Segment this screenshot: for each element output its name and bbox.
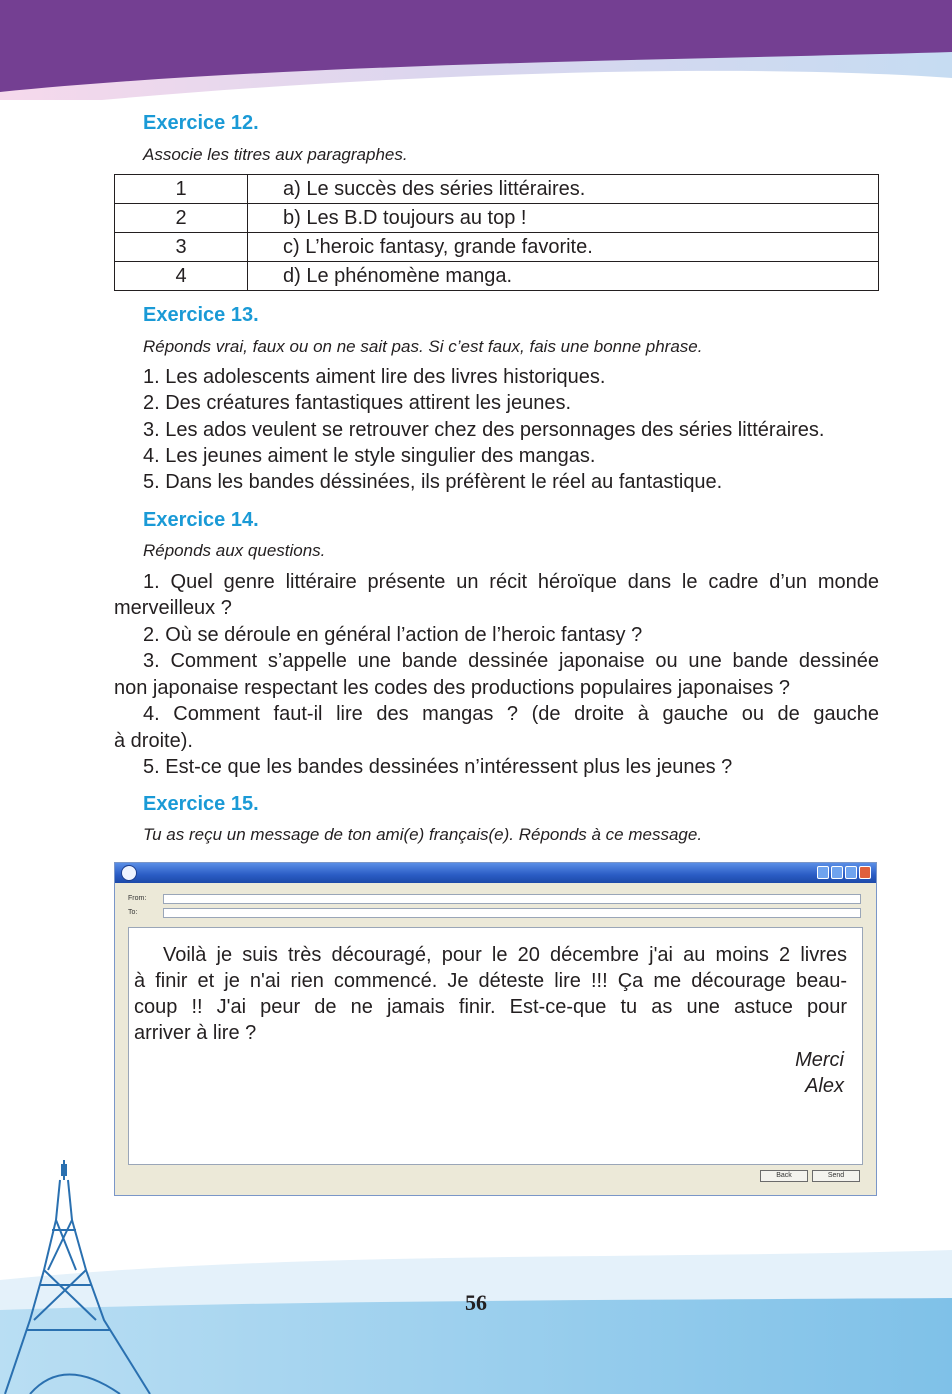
exercise-14-instruction: Réponds aux questions.: [143, 541, 326, 560]
exercise-13-instruction: Réponds vrai, faux ou on ne sait pas. Si c’est faux, fais une bonne phrase.: [143, 337, 703, 356]
from-field[interactable]: [163, 894, 861, 904]
table-row: [115, 262, 879, 291]
title-option: b) Les B.D toujours au top !: [248, 204, 879, 233]
table-row: [115, 233, 879, 262]
mail-app-icon: [121, 865, 137, 881]
table-row: [115, 204, 879, 233]
exercise-12-instruction: Associe les titres aux paragraphes.: [143, 145, 408, 164]
title-option: a) Le succès des séries littéraires.: [248, 175, 879, 204]
statement-item: 3. Les ados veulent se retrouver chez des personnages des séries littéraires.: [143, 419, 825, 441]
email-message-body[interactable]: [128, 927, 863, 1165]
title-matching-table: [114, 174, 879, 291]
statement-item: 5. Dans les bandes déssinées, ils préfèrent le réel au fantastique.: [143, 471, 723, 493]
page-number: 56: [465, 1290, 487, 1315]
to-label: To:: [128, 909, 138, 916]
maximize-icon[interactable]: [845, 866, 857, 879]
table-row: [115, 175, 879, 204]
question-line: 3. Comment s’appelle une bande dessinée japonaise ou une bande dessinée: [143, 650, 879, 672]
question-line: 2. Où se déroule en général l’action de l’heroic fantasy ?: [143, 624, 643, 646]
message-line: Voilà je suis très découragé, pour le 20 décembre j'ai au moins 2 livres: [163, 944, 847, 966]
email-window: [114, 862, 877, 1196]
message-line: arriver à lire ?: [134, 1022, 257, 1044]
paragraph-number: 3: [115, 233, 248, 262]
title-option: d) Le phénomène manga.: [248, 262, 879, 291]
message-line: à finir et je n'ai rien commencé. Je déteste lire !!! Ça me décourage beau-: [134, 970, 847, 992]
exercise-15-title: Exercice 15.: [143, 793, 259, 815]
question-line: 5. Est-ce que les bandes dessinées n’intéressent plus les jeunes ?: [143, 756, 733, 778]
eiffel-tower-icon: [0, 1150, 170, 1394]
title-option: c) L’heroic fantasy, grande favorite.: [248, 233, 879, 262]
email-titlebar: [115, 863, 876, 883]
question-line: merveilleux ?: [114, 597, 232, 619]
message-closing: Merci: [795, 1049, 844, 1071]
send-button[interactable]: Send: [812, 1170, 860, 1182]
exercise-14-title: Exercice 14.: [143, 509, 259, 531]
header-band: [0, 0, 952, 100]
question-line: 1. Quel genre littéraire présente un récit héroïque dans le cadre d’un monde: [143, 571, 879, 593]
paragraph-number: 2: [115, 204, 248, 233]
from-label: From:: [128, 895, 147, 902]
statement-item: 4. Les jeunes aiment le style singulier des mangas.: [143, 445, 596, 467]
to-field[interactable]: [163, 908, 861, 918]
back-button[interactable]: Back: [760, 1170, 808, 1182]
exercise-12-title: Exercice 12.: [143, 112, 259, 134]
message-signature: Alex: [805, 1075, 844, 1097]
statement-item: 2. Des créatures fantastiques attirent les jeunes.: [143, 392, 572, 414]
help-icon[interactable]: [817, 866, 829, 879]
question-line: non japonaise respectant les codes des productions populaires japonaises ?: [114, 677, 791, 699]
message-line: coup !! J'ai peur de ne jamais finir. Est-ce-que tu as une astuce pour: [134, 996, 847, 1018]
question-line: 4. Comment faut-il lire des mangas ? (de droite à gauche ou de gauche: [143, 703, 879, 725]
paragraph-number: 4: [115, 262, 248, 291]
close-icon[interactable]: [859, 866, 871, 879]
minimize-icon[interactable]: [831, 866, 843, 879]
paragraph-number: 1: [115, 175, 248, 204]
exercise-13-title: Exercice 13.: [143, 304, 259, 326]
statement-item: 1. Les adolescents aiment lire des livres historiques.: [143, 366, 606, 388]
exercise-15-instruction: Tu as reçu un message de ton ami(e) français(e). Réponds à ce message.: [143, 825, 703, 844]
question-line: à droite).: [114, 730, 193, 752]
